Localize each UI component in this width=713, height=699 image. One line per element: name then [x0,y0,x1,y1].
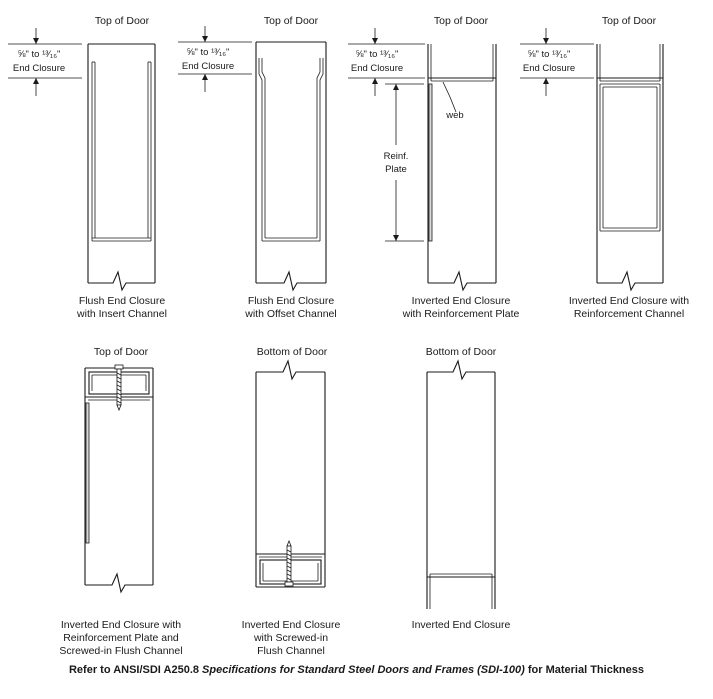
diagram-4-caption-line-1: Inverted End Closure with [568,295,690,307]
end-closure-text: End Closure [350,63,404,74]
reinf-plate-dimension [384,84,424,241]
end-closure-range-text: ⅝" to ¹³⁄₁₆" [186,47,230,58]
diagram-5-caption-line-1: Inverted End Closure with [60,619,182,631]
end-closure-dimension [348,28,425,96]
footer-suffix: for Material Thickness [524,664,645,676]
diagram-6-caption-line-3: Flush Channel [257,645,325,657]
diagram-1-caption-line-2: with Insert Channel [77,308,167,320]
diagram-5-caption-line-3: Screwed-in Flush Channel [59,645,183,657]
diagram-7-top-label: Bottom of Door [425,346,497,358]
diagram-1-caption-line-1: Flush End Closure [78,295,166,307]
diagram-2-caption-line-1: Flush End Closure [247,295,335,307]
diagram-flush-offset-channel [178,15,337,320]
diagram-5-top-label: Top of Door [93,346,149,358]
footer-italic: Specifications for Standard Steel Doors and Frames (SDI-100) [202,664,525,676]
diagram-3-caption-line-1: Inverted End Closure [411,295,511,307]
diagram-4-caption-line-2: Reinforcement Channel [573,308,685,320]
diagram-inverted-reinforcement-channel [520,15,689,320]
web-label: web [446,110,464,121]
diagram-3-top-label: Top of Door [433,15,489,27]
end-closure-dimension [8,28,82,96]
diagram-bottom-inverted [412,346,511,631]
diagram-4-top-label: Top of Door [601,15,657,27]
end-closure-range-text: ⅝" to ¹³⁄₁₆" [17,49,61,60]
footer-prefix: Refer to ANSI/SDI A250.8 [68,664,203,676]
diagram-inverted-reinforcement-plate [348,15,520,320]
diagram-inverted-plate-screwed-channel [59,346,182,657]
diagram-2-top-label: Top of Door [263,15,319,27]
end-closure-text: End Closure [181,61,235,72]
end-closure-text: End Closure [522,63,576,74]
end-closure-range-text: ⅝" to ¹³⁄₁₆" [527,49,571,60]
end-closure-text: End Closure [12,63,66,74]
end-closure-dimension [520,28,594,96]
diagram-flush-insert-channel [8,15,167,320]
diagram-7-caption-line-1: Inverted End Closure [411,619,511,631]
end-closure-dimension [178,26,252,92]
end-closure-range-text: ⅝" to ¹³⁄₁₆" [355,49,399,60]
diagram-6-top-label: Bottom of Door [256,346,328,358]
diagram-5-caption-line-2: Reinforcement Plate and [63,632,179,644]
plate-label: Plate [385,164,407,175]
diagram-bottom-screwed-flush-channel [242,346,341,657]
diagram-6-caption-line-2: with Screwed-in [253,632,329,644]
diagram-3-caption-line-2: with Reinforcement Plate [402,308,520,320]
diagram-2-caption-line-2: with Offset Channel [245,308,337,320]
diagram-6-caption-line-1: Inverted End Closure [241,619,341,631]
reinf-label: Reinf. [383,151,409,162]
footer-note [0,664,713,676]
diagram-1-top-label: Top of Door [94,15,150,27]
